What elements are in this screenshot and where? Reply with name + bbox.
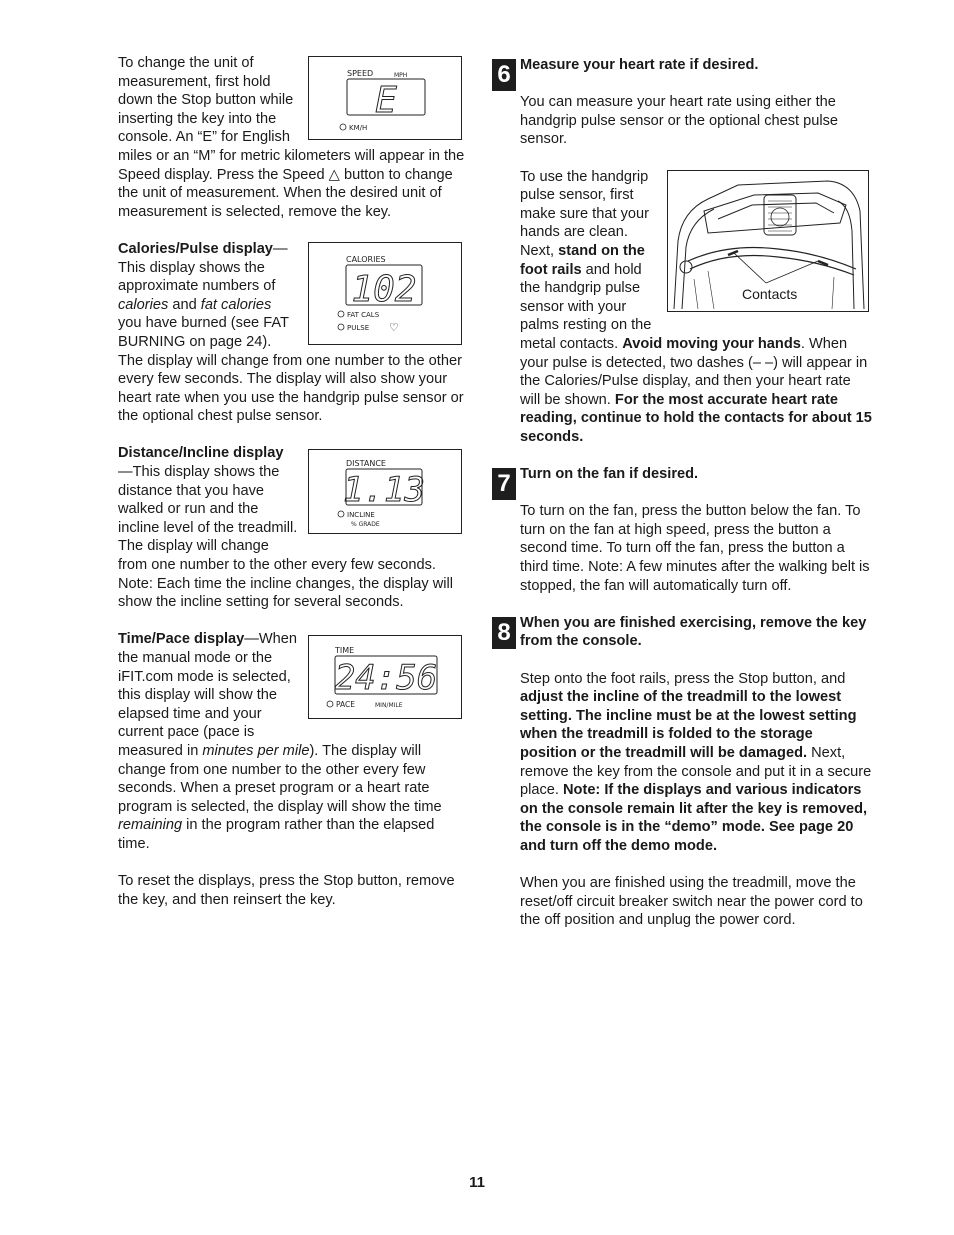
kmh-indicator-icon bbox=[340, 124, 346, 130]
step-7-title: Turn on the fan if desired. bbox=[520, 466, 699, 483]
time-label: TIME bbox=[335, 646, 355, 656]
step-8-paragraph-1: Step onto the foot rails, press the Stop button, and adjust the incline of the treadmill to the lowest setting. The incline must be at the lowest setting when the treadmill is folded to the storage position or the treadmill will be damaged. Next, remove the key from the console and put it in a secure place. Note: If the displays and various indicators on the console remain lit after the key is removed, the console is in the “demo” mode. See page 20 and turn off the demo mode. bbox=[520, 670, 872, 854]
reset-paragraph: To reset the displays, press the Stop button, remove the key, and then reinsert the key. bbox=[118, 873, 455, 908]
calories-display-figure bbox=[308, 242, 462, 345]
calories-section bbox=[118, 240, 466, 426]
step-7-paragraph: To turn on the fan, press the button below the fan. To turn on the fan at high speed, press the button a second time. To turn off the fan, press the button a third time. Note: A few minutes after the walking belt is stopped, the fan will automatically turn off. bbox=[520, 503, 870, 594]
step-7 bbox=[492, 465, 872, 595]
mph-label: MPH bbox=[394, 72, 408, 79]
distance-paragraph: Distance/Incline display—This display shows the distance that you have walked or run and the incline level of the treadmill. The display will change from one number to the other every few seconds. Note: Each time the incline changes, the display will show the incline setting for several seconds. bbox=[118, 445, 454, 611]
fat-cals-label: FAT CALS bbox=[347, 310, 380, 319]
right-column bbox=[492, 54, 872, 930]
step-6-title: Measure your heart rate if desired. bbox=[520, 57, 759, 73]
time-display-figure bbox=[308, 635, 462, 719]
kmh-label: KM/H bbox=[349, 124, 368, 132]
calories-label: CALORIES bbox=[346, 254, 386, 264]
reset-section bbox=[118, 872, 466, 909]
speed-display-figure bbox=[308, 56, 462, 140]
pace-indicator-icon bbox=[327, 701, 333, 707]
fat-cals-indicator-icon bbox=[338, 311, 344, 317]
calories-paragraph: Calories/Pulse display—This display shows the approximate numbers of calories and fat calories you have burned (see FAT BURNING on page 24). The display will change from one number to the other every few seconds. The display will also show your heart rate when you use the handgrip pulse sensor or the optional chest pulse sensor. bbox=[118, 240, 464, 425]
grade-label: % GRADE bbox=[351, 521, 380, 529]
time-section bbox=[118, 630, 466, 853]
contacts-label: Contacts bbox=[742, 285, 798, 302]
time-paragraph: Time/Pace display—When the manual mode or the iFIT.com mode is selected, this display will show the elapsed time and your current pace (pace is measured in minutes per mile). The display will change from one number to the other every few seconds. When a preset program or a heart rate program is selected, the display will show the time remaining in the program rather than the elapsed time. bbox=[118, 631, 442, 852]
distance-display-figure bbox=[308, 449, 462, 534]
step-7-number: 7 bbox=[492, 468, 516, 500]
step-6 bbox=[492, 56, 872, 446]
speed-label: SPEED bbox=[347, 69, 374, 78]
step-6-paragraph-2: To use the handgrip pulse sensor, first make sure that your hands are clean. Next, stand on the foot rails and hold the handgrip pulse sensor with your palms resting on the metal contacts. Avoid moving your hands. When your pulse is detected, two dashes (– –) will appear in the Calories/Pulse display, and then your heart rate will be shown. For the most accurate heart rate reading, continue to hold the contacts for about 15 seconds. bbox=[520, 168, 872, 445]
step-8-number: 8 bbox=[492, 617, 516, 649]
heart-icon: ♡ bbox=[389, 320, 399, 334]
page-number: 11 bbox=[469, 1174, 485, 1191]
min-mile-label: MIN/MILE bbox=[375, 702, 403, 710]
pulse-indicator-icon bbox=[338, 324, 344, 330]
step-6-paragraph-1: You can measure your heart rate using either the handgrip pulse sensor or the optional chest pulse sensor. bbox=[520, 94, 839, 148]
distance-section bbox=[118, 444, 466, 611]
triangle-icon: △ bbox=[328, 165, 340, 183]
unit-paragraph: To change the unit of measurement, first hold down the Stop button while inserting the key into the console. An “E” for English miles or an “M” for metric kilometers will appear in the Speed display. Press the Speed △ button to change the unit of measurement. When the desired unit of measurement is selected, remove the key. bbox=[118, 55, 465, 220]
step-8-title: When you are finished exercising, remove the key from the console. bbox=[520, 614, 867, 650]
treadmill-contacts-figure bbox=[667, 170, 869, 312]
incline-label: INCLINE bbox=[347, 511, 375, 520]
distance-digits: 1.13 bbox=[343, 470, 425, 511]
calories-heading: Calories/Pulse display bbox=[118, 240, 273, 257]
step-8-paragraph-2: When you are finished using the treadmill, move the reset/off circuit breaker switch near the power cord to the off position and unplug the power cord. bbox=[520, 875, 863, 929]
unit-section bbox=[118, 54, 466, 221]
incline-indicator-icon bbox=[338, 511, 344, 517]
time-heading: Time/Pace display bbox=[118, 631, 245, 648]
left-column bbox=[118, 54, 466, 909]
step-6-number: 6 bbox=[492, 59, 516, 91]
speed-digits: E bbox=[375, 80, 397, 121]
pulse-label: PULSE bbox=[347, 323, 370, 332]
pace-label: PACE bbox=[336, 700, 356, 710]
step-8 bbox=[492, 614, 872, 930]
distance-heading: Distance/Incline display bbox=[118, 445, 284, 462]
calories-digits: 102 bbox=[351, 268, 417, 310]
time-digits: 24:56 bbox=[334, 658, 438, 699]
distance-label: DISTANCE bbox=[346, 459, 386, 469]
